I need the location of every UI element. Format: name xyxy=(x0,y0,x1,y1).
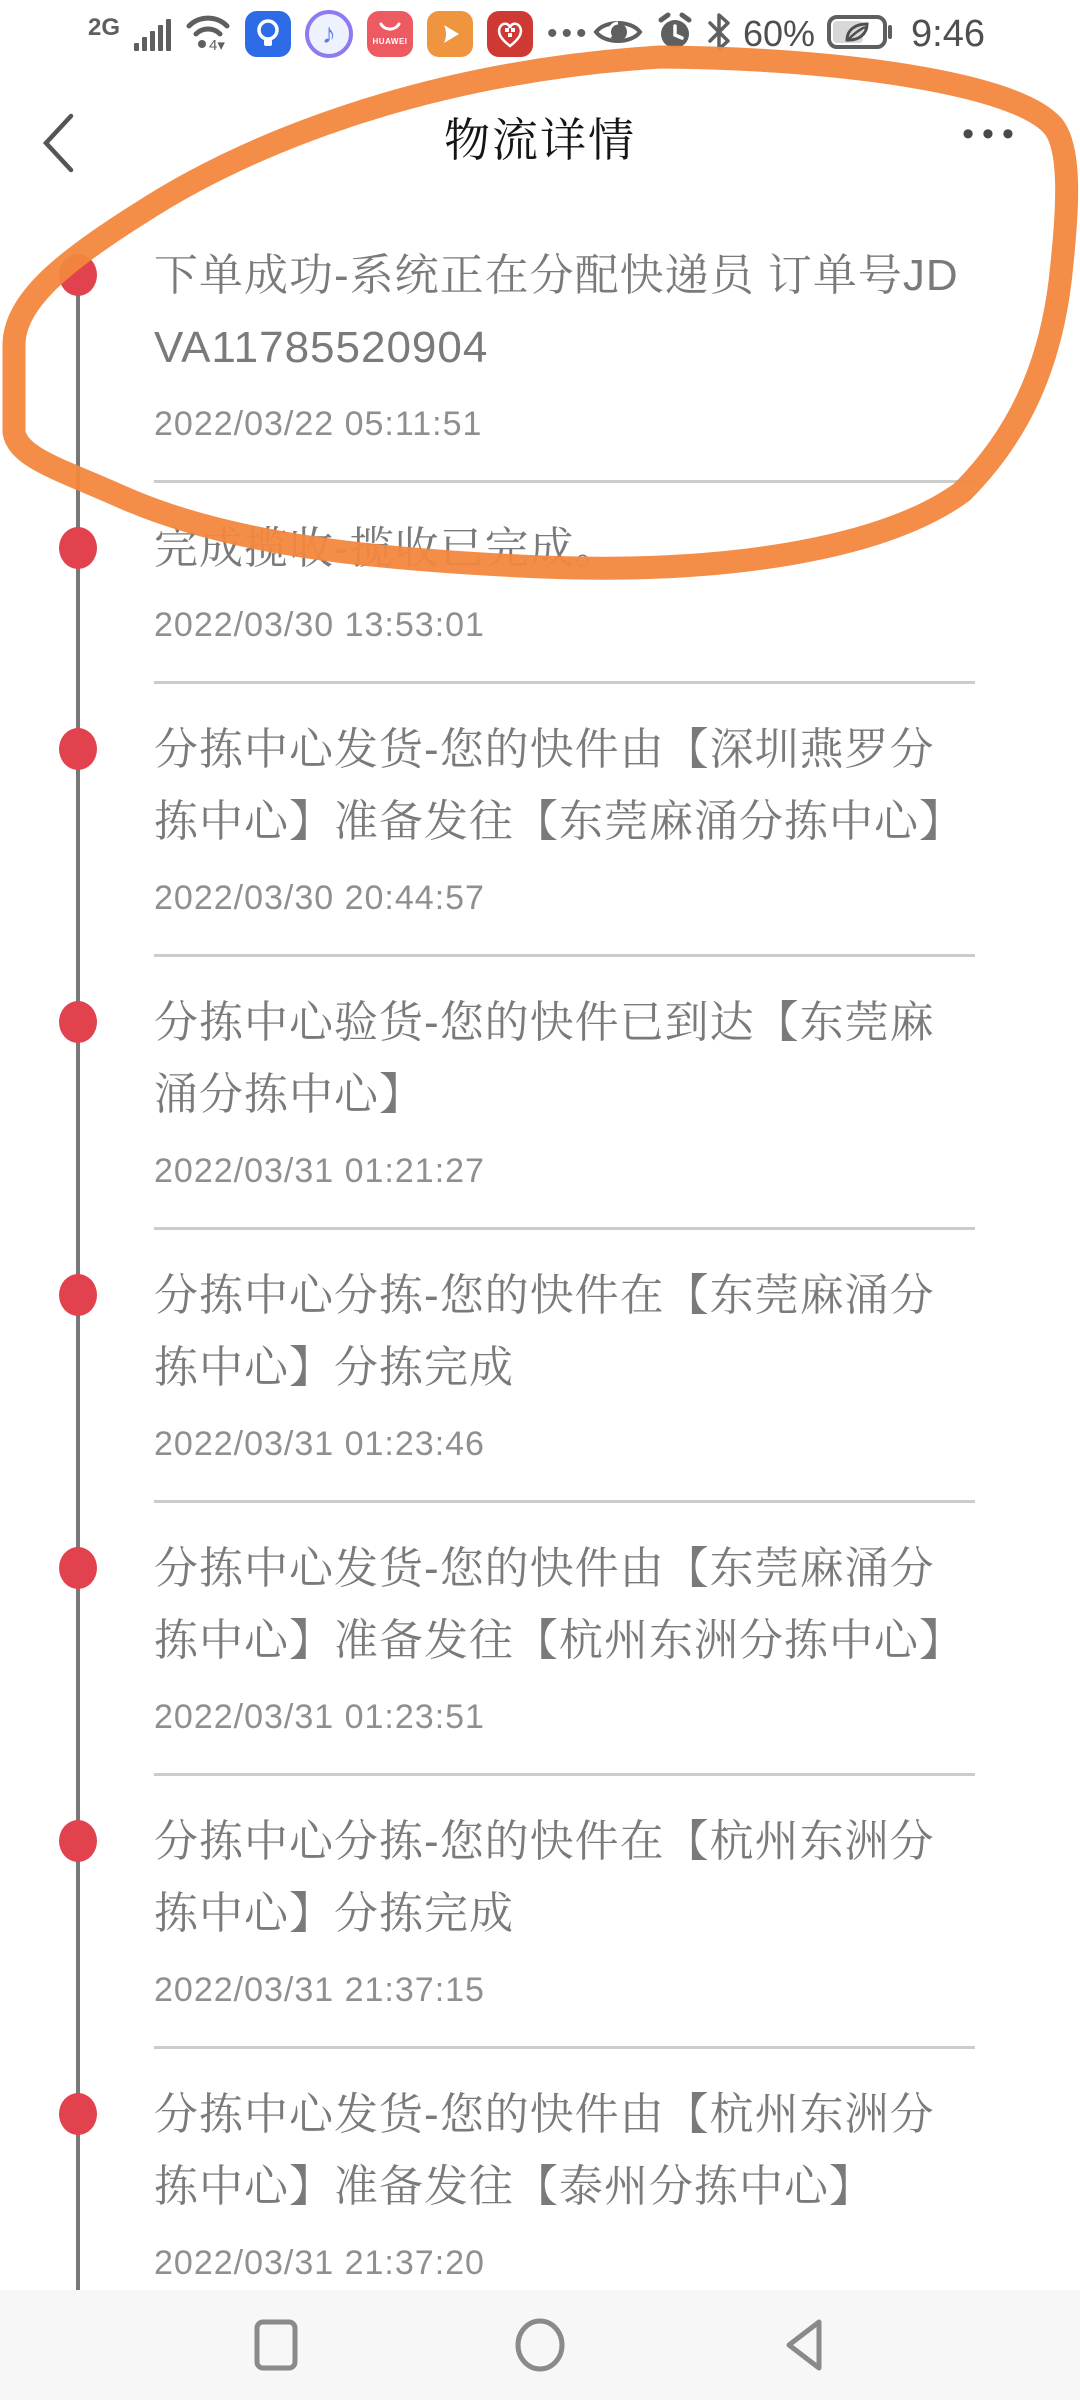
entry-status-text: 分拣中心分拣-您的快件在【东莞麻涌分拣中心】分拣完成 xyxy=(154,1271,935,1392)
timeline-entry xyxy=(154,210,975,483)
more-menu-button[interactable]: ••• xyxy=(962,114,1022,153)
timeline-dot-icon xyxy=(59,728,97,770)
battery-percent-label: 60% xyxy=(742,13,816,54)
entry-timestamp: 2022/03/31 01:21:27 xyxy=(154,1152,485,1190)
entry-status-text: 分拣中心发货-您的快件由【东莞麻涌分拣中心】准备发往【杭州东洲分拣中心】 xyxy=(154,1544,964,1665)
back-triangle-icon xyxy=(783,2317,825,2373)
entry-timestamp: 2022/03/31 21:37:20 xyxy=(154,2244,485,2282)
health-pattern-app-icon xyxy=(487,11,533,57)
entry-status-text: 分拣中心发货-您的快件由【杭州东洲分拣中心】准备发往【泰州分拣中心】 xyxy=(154,2090,935,2211)
app-header xyxy=(0,64,1080,210)
home-button[interactable] xyxy=(500,2305,580,2385)
home-circle-icon xyxy=(513,2317,567,2373)
timeline-dot-icon xyxy=(59,527,97,569)
timeline-dot-icon xyxy=(59,1001,97,1043)
entry-status-text: 完成揽收-揽收已完成。 xyxy=(154,524,620,573)
eye-comfort-icon xyxy=(593,16,643,53)
wifi-icon xyxy=(185,12,231,57)
timeline-entry xyxy=(154,1230,975,1503)
timeline-dot-icon xyxy=(59,1820,97,1862)
music-app-icon: ♪ xyxy=(305,10,353,58)
timeline-dot-icon xyxy=(59,1547,97,1589)
entry-status-text: 分拣中心发货-您的快件由【深圳燕罗分拣中心】准备发往【东莞麻涌分拣中心】 xyxy=(154,725,964,846)
entry-timestamp: 2022/03/30 20:44:57 xyxy=(154,879,485,917)
signal-strength-icon xyxy=(134,17,171,51)
clock-label: 9:46 xyxy=(911,12,985,55)
android-nav-bar xyxy=(0,2290,1080,2400)
entry-timestamp: 2022/03/22 05:11:51 xyxy=(154,405,483,443)
timeline-dot-icon xyxy=(59,1274,97,1316)
battery-saver-icon xyxy=(827,14,893,55)
appgallery-app-icon: HUAWEI xyxy=(367,11,413,57)
entry-timestamp: 2022/03/30 13:53:01 xyxy=(154,606,485,644)
bluetooth-icon xyxy=(707,13,731,56)
alarm-icon xyxy=(655,12,695,57)
entry-status-text: 分拣中心分拣-您的快件在【杭州东洲分拣中心】分拣完成 xyxy=(154,1817,935,1938)
recents-square-icon xyxy=(253,2318,299,2372)
logistics-timeline[interactable] xyxy=(0,210,1080,2290)
nav-back-button[interactable] xyxy=(764,2305,844,2385)
timeline-entry xyxy=(154,957,975,1230)
entry-timestamp: 2022/03/31 01:23:46 xyxy=(154,1425,485,1463)
timeline-entry xyxy=(154,483,975,684)
timeline-entry xyxy=(154,2049,975,2290)
svg-text:4▾: 4▾ xyxy=(209,36,225,52)
entry-timestamp: 2022/03/31 01:23:51 xyxy=(154,1698,485,1736)
network-type-label: 2G xyxy=(88,14,121,41)
timeline-entry xyxy=(154,1776,975,2049)
timeline-entry xyxy=(154,684,975,957)
notification-overflow-icon: ••• xyxy=(547,17,591,50)
timeline-dot-icon xyxy=(59,254,97,296)
video-app-icon xyxy=(427,11,473,57)
timeline-entry xyxy=(154,1503,975,1776)
recents-button[interactable] xyxy=(236,2305,316,2385)
entry-status-text: 分拣中心验货-您的快件已到达【东莞麻涌分拣中心】 xyxy=(154,998,935,1119)
timeline-dot-icon xyxy=(59,2093,97,2135)
status-bar xyxy=(0,0,1080,64)
page-title: 物流详情 xyxy=(444,114,636,166)
entry-timestamp: 2022/03/31 21:37:15 xyxy=(154,1971,485,2009)
entry-status-text: 下单成功-系统正在分配快递员 订单号JDVA11785520904 xyxy=(154,251,959,372)
flashlight-app-icon xyxy=(245,11,291,57)
